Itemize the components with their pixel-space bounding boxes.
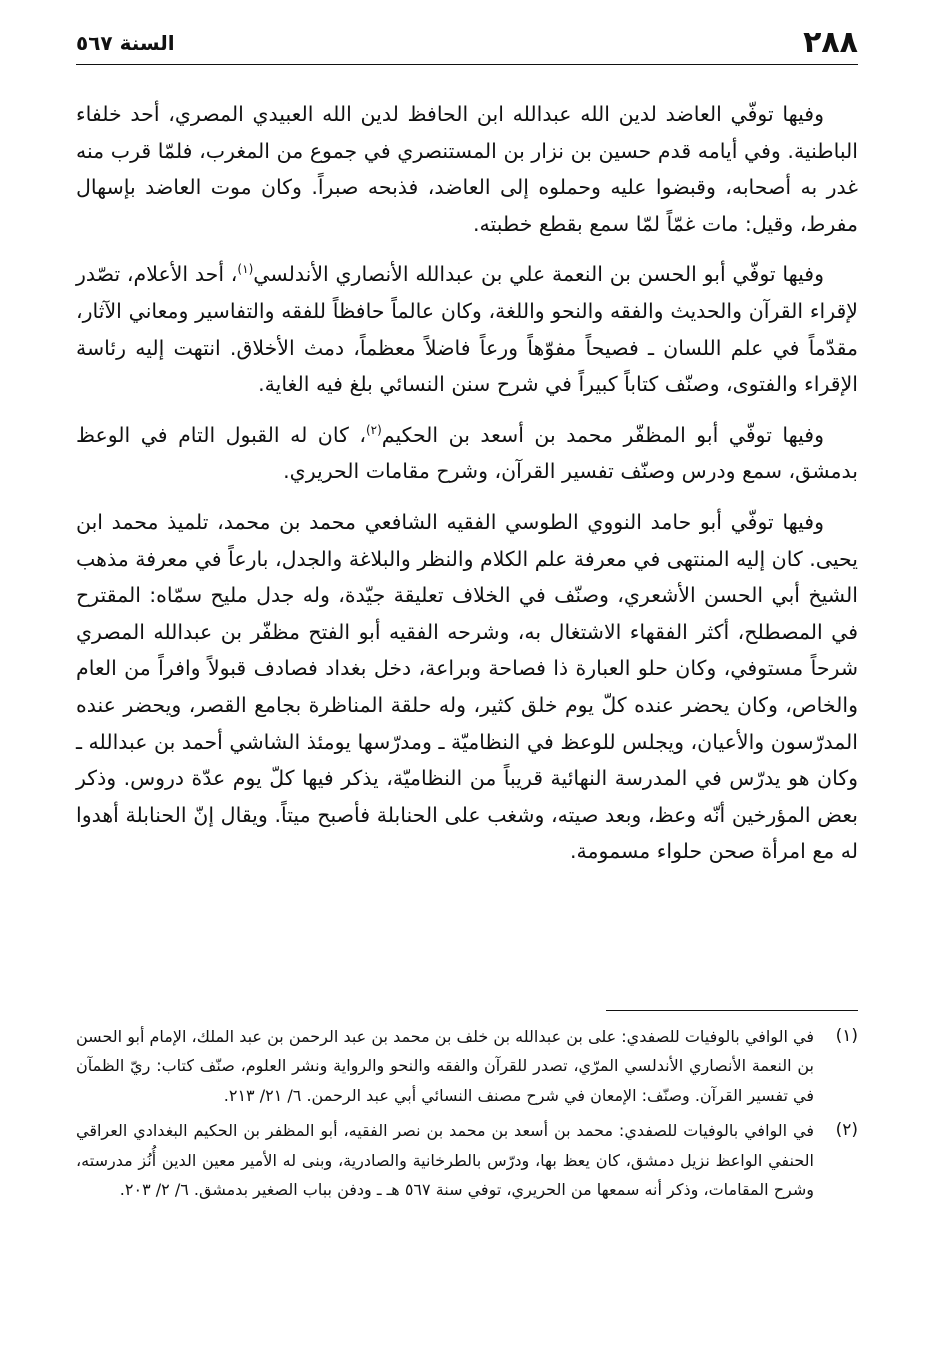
footnote-marker-2[interactable]: (٢) [365,422,382,437]
paragraph-text: ، كان له القبول التام في الوعظ بدمشق، سمع ودرس وصنّف تفسير القرآن، وشرح مقامات الحريري. [76,422,858,484]
book-page [76,22,858,1322]
main-text [76,96,858,884]
running-head: السنة ٥٦٧ [76,31,175,55]
paragraph-al-adid [76,96,858,242]
paragraph-al-nawawi-al-tusi [76,504,858,870]
paragraph-text: وفيها توفّي أبو حامد النووي الطوسي الفقيه الشافعي محمد بن محمد، تلميذ محمد ابن يحيى. كان إليه المنتهى في معرفة علم الكلام والنظر والبلاغة والجدل، بارعاً في معرفة مذهب الشيخ أبي الحسن الأشعري، وصنّف في الخلاف تعليقة جيّدة، وله جدل مليح سمّاه: المقترح في المصطلح، أكثر الفقهاء الاشتغال به، وشرحه الفقيه أبو الفتح مظفّر بن عبدالله المصري شرحاً مستوفي، وكان حلو العبارة ذا فصاحة وبراعة، دخل بغداد فصادف قبولاً وافراً من العام والخاص، وكان يحضر عنده كلّ يوم خلق كثير، وله حلقة المناظرة بجامع القصر، ويحضر عنده المدرّسون والأعيان، ويجلس للوعظ في النظاميّة ـ ومدرّسها يومئذ الشاشي أحمد بن عبدالله ـ وكان هو يدرّس في المدرسة النهائية قريباً من النظاميّة، يذكر فيها كلّ يوم عدّة دروس. وذكر بعض المؤرخين أنّه وعظ، وبعد صيته، وشغب على الحنابلة فأصبح ميتاً. ويقال إنّ الحنابلة أهدوا له مع امرأة صحن حلواء مسمومة. [76,509,858,864]
footnote-1 [76,1022,858,1110]
paragraph-text: ، أحد الأعلام، تصّدر لإقراء القرآن والحديث والفقه والنحو واللغة، وكان عالماً حافظاً للفقه والتفاسير ومعاني الآثار، مقدّماً في علم اللسان ـ فصيحاً مفوّهاً ورعاً فاضلاً معظماً، دمث الأخلاق. انتهت إليه رئاسة الإقراء والفتوى، وصنّف كتاباً كبيراً في شرح سنن النسائي بلغ فيه الغاية. [76,262,858,397]
paragraph-text: وفيها توفّي أبو المظفّر محمد بن أسعد بن الحكيم [381,422,824,447]
header-rule [76,64,858,65]
footnote-number: (١) [835,1026,858,1046]
paragraph-text: وفيها توفّي العاضد لدين الله عبدالله ابن الحافظ لدين الله العبيدي المصري، أحد خلفاء الباطنية. وفي أيامه قدم حسين بن نزار بن المستنصري في جموع من المغرب، فلمّا قرب منه غدر به أصحابه، وقبضوا عليه وحملوه إلى العاضد، فذبحه صبراً. وكان موت العاضد بإسهال مفرط، وقيل: مات غمّاً لمّا سمع بقطع خطبته. [76,102,858,236]
paragraph-ibn-al-hakim [76,417,858,490]
footnote-text: في الوافي بالوفيات للصفدي: على بن عبدالله بن خلف بن محمد بن عبد الرحمن بن عبد الملك، الإمام أبو الحسن بن النعمة الأنصاري الأندلسي المرّي، تصدر للقرآن والفقه والنحو والرواية ونشر العلوم، صنّف كتاب: ريّ الظمآن في تفسير القرآن. وصنّف: الإمعان في شرح مصنف النسائي أبي عبد الرحمن. ٦/ ٢١/ ٢١٣. [76,1027,814,1105]
footnote-marker-1[interactable]: (١) [237,262,254,277]
footnotes [76,1022,858,1210]
paragraph-ibn-al-nima [76,256,858,402]
footnote-rule [606,1010,858,1011]
footnote-number: (٢) [835,1120,858,1141]
page-number: ٢٨٨ [803,25,858,60]
page-header [76,22,858,64]
paragraph-text: وفيها توفّي أبو الحسن بن النعمة علي بن عبدالله الأنصاري الأندلسي [253,262,824,287]
footnote-text: في الوافي بالوفيات للصفدي: محمد بن أسعد بن محمد بن نصر الفقيه، أبو المظفر بن الحكيم البغدادي العراقي الحنفي الواعظ نزيل دمشق، كان يعظ بها، ودرّس بالطرخانية والصادرية، وبنى له الأمير معين الدين أُنُز مدرسته، وشرح المقامات، وذكر أنه سمعها من الحريري، توفي سنة ٥٦٧ هـ ـ ودفن بباب الصغير بدمشق. ٦/ ٢/ ٢٠٣. [76,1121,814,1200]
footnote-2 [76,1116,858,1204]
